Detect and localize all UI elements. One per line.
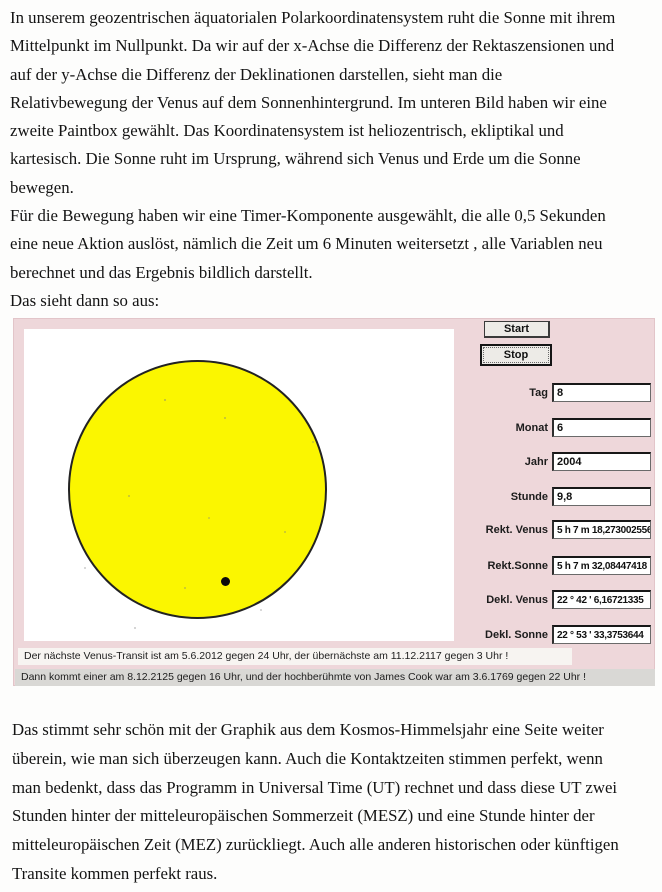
doc-line: eine neue Aktion auslöst, nämlich die Zeit um 6 Minuten weitersetzt , alle Variablen neu — [10, 234, 603, 254]
sun-paintbox-canvas — [24, 329, 454, 641]
jahr-label: Jahr — [524, 456, 548, 468]
transit-status-line-1: Der nächste Venus-Transit ist am 5.6.2012 gegen 24 Uhr, der übernächste am 11.12.2117 gegen 3 Uhr ! — [18, 648, 572, 665]
stop-button-label: Stop — [483, 347, 549, 363]
tag-input[interactable] — [552, 383, 651, 402]
field-row-jahr — [464, 452, 654, 472]
doc-line: Mittelpunkt im Nullpunkt. Da wir auf der x-Achse die Differenz der Rektaszensionen und — [10, 36, 615, 56]
doc-line: man bedenkt, dass das Programm in Universal Time (UT) rechnet und dass diese UT zwei — [12, 777, 618, 797]
start-button[interactable]: Start — [484, 321, 550, 338]
doc-line: mitteleuropäischen Zeit (MEZ) zurückliegt. Auch alle anderen historischen oder künftigen — [12, 835, 619, 855]
document-top-text — [10, 4, 660, 315]
dekl-venus-label: Dekl. Venus — [486, 594, 548, 606]
jahr-input[interactable] — [552, 452, 651, 471]
field-row-rekt-venus — [464, 520, 654, 540]
rekt-venus-label: Rekt. Venus — [485, 524, 548, 536]
doc-line: Stunden hinter der mitteleuropäischen Sommerzeit (MESZ) und eine Stunde hinter der — [12, 806, 595, 826]
field-row-rekt-sonne — [464, 556, 654, 576]
venus-dot — [221, 577, 230, 586]
stunde-label: Stunde — [510, 491, 548, 503]
field-row-dekl-sonne — [464, 625, 654, 645]
doc-line: Das stimmt sehr schön mit der Graphik aus dem Kosmos-Himmelsjahr eine Seite weiter — [12, 720, 604, 739]
doc-line: kartesisch. Die Sonne ruht im Ursprung, während sich Venus und Erde um die Sonne — [10, 149, 581, 169]
stop-button[interactable] — [480, 344, 552, 366]
dekl-sonne-label: Dekl. Sonne — [485, 629, 548, 641]
monat-input[interactable] — [552, 418, 651, 437]
scan-speckles — [164, 399, 166, 401]
doc-line: zweite Paintbox gewählt. Das Koordinatensystem ist heliozentrisch, ekliptikal und — [10, 121, 564, 141]
field-row-dekl-venus — [464, 590, 654, 610]
sun-disk — [68, 360, 327, 619]
monat-label: Monat — [515, 422, 548, 434]
doc-line: überein, wie man sich überzeugen kann. Auch die Kontaktzeiten stimmen perfekt, wenn — [12, 748, 603, 768]
doc-line: bewegen. — [10, 177, 74, 197]
doc-line: Für die Bewegung haben wir eine Timer-Komponente ausgewählt, die alle 0,5 Sekunden — [10, 206, 606, 226]
rekt-sonne-input[interactable] — [552, 556, 651, 575]
venus-transit-app-window — [13, 318, 655, 686]
rekt-venus-input[interactable] — [552, 520, 651, 539]
field-row-tag — [464, 383, 654, 403]
document-bottom-text — [12, 716, 660, 889]
field-row-stunde — [464, 487, 654, 507]
doc-line: berechnet und das Ergebnis bildlich darstellt. — [10, 262, 313, 282]
doc-line: Relativbewegung der Venus auf dem Sonnenhintergrund. Im unteren Bild haben wir eine — [10, 92, 607, 112]
doc-line: auf der y-Achse die Differenz der Deklinationen darstellen, sieht man die — [10, 64, 503, 84]
dekl-venus-input[interactable] — [552, 590, 651, 609]
doc-line: In unserem geozentrischen äquatorialen Polarkoordinatensystem ruht die Sonne mit ihrem — [10, 8, 616, 27]
doc-line: Das sieht dann so aus: — [10, 290, 160, 310]
transit-status-line-2: Dann kommt einer am 8.12.2125 gegen 16 Uhr, und der hochberühmte von James Cook war am 3.6.1769 gegen 22 Uhr ! — [15, 669, 655, 686]
doc-line: Transite kommen perfekt raus. — [12, 863, 218, 883]
rekt-sonne-label: Rekt.Sonne — [487, 560, 548, 572]
field-row-monat — [464, 418, 654, 438]
dekl-sonne-input[interactable] — [552, 625, 651, 644]
tag-label: Tag — [529, 387, 548, 399]
stunde-input[interactable] — [552, 487, 651, 506]
